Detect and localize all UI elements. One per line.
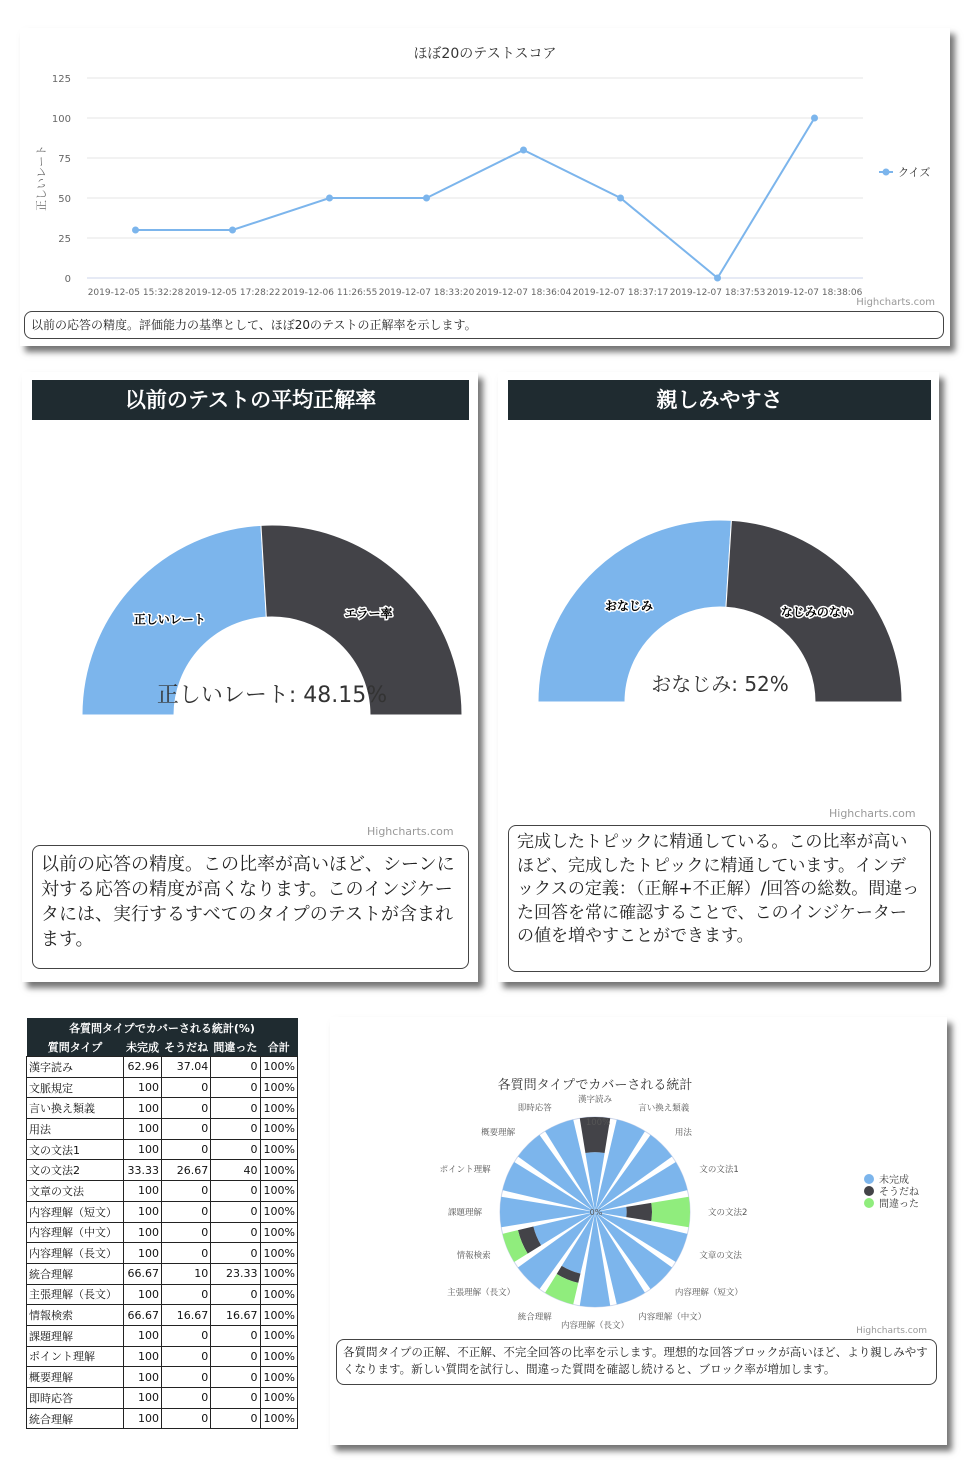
polar-description: 各質問タイプの正解、不正解、不完全回答の比率を示します。理想的な回答ブロックが高いほど、より親しみやすくなります。新しい質問を試行し、間違った質問を確認し続けると、ブロック率が増加します。 [336, 1339, 937, 1385]
legend-marker [864, 1174, 874, 1184]
table-row [27, 1263, 298, 1284]
y-tick-label: 100 [51, 114, 71, 125]
table-row [27, 1243, 298, 1264]
value-cell: 66.67 [124, 1263, 162, 1284]
value-cell: 0 [161, 1181, 210, 1202]
question-type-cell: 統合理解 [27, 1408, 124, 1429]
x-tick-label: 2019-12-06 11:26:55 [281, 288, 378, 298]
value-cell: 16.67 [211, 1305, 260, 1326]
gauge-right-credit[interactable]: Highcharts.com [829, 807, 916, 820]
value-cell: 62.96 [124, 1057, 162, 1078]
x-tick-label: 2019-12-07 18:37:53 [669, 288, 766, 298]
table-row [27, 1284, 298, 1305]
value-cell: 100% [260, 1325, 297, 1346]
polar-chart [330, 1017, 947, 1337]
polar-category-label: 内容理解（中文） [638, 1312, 707, 1323]
value-cell: 100% [260, 1119, 297, 1140]
y-tick-label: 125 [51, 74, 71, 85]
value-cell: 0 [161, 1201, 210, 1222]
value-cell: 0 [211, 1057, 260, 1078]
gauge-slice-label: 正しいレート [133, 612, 206, 627]
value-cell: 26.67 [161, 1160, 210, 1181]
question-type-cell: 文脈規定 [27, 1077, 124, 1098]
polar-category-label: 即時応答 [517, 1103, 552, 1114]
gauge-left-credit[interactable]: Highcharts.com [367, 825, 454, 838]
value-cell: 0 [211, 1346, 260, 1367]
value-cell: 100 [124, 1367, 162, 1388]
table-row [27, 1119, 298, 1140]
legend-label: そうだね [879, 1187, 919, 1198]
value-cell: 0 [211, 1325, 260, 1346]
value-cell: 0 [161, 1388, 210, 1409]
table-header-cell: そうだね [161, 1037, 210, 1057]
polar-category-label: 主張理解（長文） [447, 1287, 516, 1298]
value-cell: 100% [260, 1346, 297, 1367]
polar-tick-label: 0% [589, 1208, 603, 1217]
data-point [714, 275, 721, 282]
value-cell: 100% [260, 1098, 297, 1119]
value-cell: 100% [260, 1222, 297, 1243]
gauge-left-card [22, 372, 478, 982]
gauge-center-text: おなじみ: 52% [651, 672, 789, 696]
value-cell: 100% [260, 1305, 297, 1326]
gauge-left-chart [22, 422, 478, 842]
value-cell: 0 [211, 1284, 260, 1305]
value-cell: 100 [124, 1408, 162, 1429]
table-row [27, 1201, 298, 1222]
polar-chart-title: 各質問タイプでカバーされる統計 [497, 1078, 693, 1093]
table-row [27, 1367, 298, 1388]
legend-label: 間違った [879, 1199, 919, 1210]
value-cell: 0 [161, 1367, 210, 1388]
question-type-cell: 内容理解（長文） [27, 1243, 124, 1264]
question-type-cell: 内容理解（短文） [27, 1201, 124, 1222]
polar-bar-segment [651, 1197, 690, 1227]
value-cell: 0 [211, 1243, 260, 1264]
value-cell: 100% [260, 1388, 297, 1409]
stats-table [26, 1018, 298, 1429]
question-type-cell: 言い換え類義 [27, 1098, 124, 1119]
polar-bar-segment [626, 1203, 652, 1221]
x-tick-label: 2019-12-05 15:32:28 [87, 288, 184, 298]
y-tick-label: 25 [58, 234, 71, 245]
legend-label: 未完成 [879, 1175, 909, 1186]
value-cell: 100 [124, 1388, 162, 1409]
value-cell: 100% [260, 1263, 297, 1284]
value-cell: 100% [260, 1243, 297, 1264]
value-cell: 0 [211, 1119, 260, 1140]
value-cell: 100% [260, 1367, 297, 1388]
gauge-slice-label: なじみのない [780, 605, 853, 620]
question-type-cell: ポイント理解 [27, 1346, 124, 1367]
value-cell: 0 [161, 1098, 210, 1119]
value-cell: 100% [260, 1201, 297, 1222]
value-cell: 0 [211, 1181, 260, 1202]
table-row [27, 1077, 298, 1098]
legend-marker [883, 169, 890, 176]
value-cell: 0 [211, 1077, 260, 1098]
question-type-cell: 文の文法2 [27, 1160, 124, 1181]
value-cell: 0 [161, 1346, 210, 1367]
value-cell: 0 [161, 1284, 210, 1305]
x-tick-label: 2019-12-07 18:36:04 [475, 288, 572, 298]
value-cell: 100 [124, 1284, 162, 1305]
table-row [27, 1305, 298, 1326]
y-tick-label: 0 [64, 274, 71, 285]
table-header-cell: 間違った [211, 1037, 260, 1057]
question-type-cell: 統合理解 [27, 1263, 124, 1284]
question-type-cell: 文章の文法 [27, 1181, 124, 1202]
gauge-right-description: 完成したトピックに精通している。この比率が高いほど、完成したトピックに精通しています。インデックスの定義：（正解+不正解）/回答の総数。間違った回答を常に確認することで、このインジケーターの値を増やすことができます。 [508, 825, 931, 972]
data-point [617, 195, 624, 202]
value-cell: 33.33 [124, 1160, 162, 1181]
table-title: 各質問タイプでカバーされる統計(%) [27, 1018, 298, 1037]
value-cell: 100% [260, 1077, 297, 1098]
question-type-cell: 課題理解 [27, 1325, 124, 1346]
value-cell: 0 [211, 1222, 260, 1243]
value-cell: 100 [124, 1243, 162, 1264]
table-header-row [27, 1037, 298, 1057]
value-cell: 100 [124, 1181, 162, 1202]
value-cell: 100 [124, 1346, 162, 1367]
line-credit[interactable]: Highcharts.com [856, 297, 935, 308]
table-row [27, 1098, 298, 1119]
polar-category-label: 漢字読み [577, 1095, 613, 1105]
value-cell: 0 [161, 1408, 210, 1429]
polar-category-label: 統合理解 [517, 1312, 552, 1323]
gauge-right-card [498, 372, 939, 982]
value-cell: 100 [124, 1098, 162, 1119]
polar-category-label: 文章の文法 [699, 1251, 742, 1262]
table-row [27, 1408, 298, 1429]
data-point [229, 227, 236, 234]
value-cell: 0 [211, 1388, 260, 1409]
table-row [27, 1222, 298, 1243]
value-cell: 100% [260, 1160, 297, 1181]
data-point [132, 227, 139, 234]
table-header-cell: 合計 [260, 1037, 297, 1057]
gauge-center-text: 正しいレート: 48.15% [156, 683, 388, 708]
value-cell: 16.67 [161, 1305, 210, 1326]
value-cell: 100 [124, 1139, 162, 1160]
value-cell: 23.33 [211, 1263, 260, 1284]
polar-category-label: 言い換え類義 [638, 1103, 690, 1114]
line-chart [20, 28, 950, 318]
value-cell: 100 [124, 1077, 162, 1098]
value-cell: 100 [124, 1201, 162, 1222]
polar-category-label: 内容理解（短文） [674, 1287, 743, 1298]
gauge-left-header: 以前のテストの平均正解率 [32, 380, 469, 420]
x-tick-label: 2019-12-07 18:37:17 [572, 288, 669, 298]
polar-category-label: ポイント理解 [439, 1164, 491, 1175]
polar-category-label: 課題理解 [447, 1208, 482, 1218]
question-type-cell: 漢字読み [27, 1057, 124, 1078]
y-axis-label: 正しいレート [35, 145, 48, 211]
value-cell: 0 [211, 1408, 260, 1429]
data-point [520, 147, 527, 154]
data-point [811, 115, 818, 122]
value-cell: 100 [124, 1325, 162, 1346]
line-chart-title: ほぼ20のテストスコア [413, 46, 557, 62]
question-type-cell: 主張理解（長文） [27, 1284, 124, 1305]
value-cell: 37.04 [161, 1057, 210, 1078]
table-header-cell: 未完成 [124, 1037, 162, 1057]
table-row [27, 1325, 298, 1346]
value-cell: 0 [161, 1243, 210, 1264]
legend-label: クイズ [898, 166, 931, 179]
table-row [27, 1057, 298, 1078]
gauge-slice-label: おなじみ [605, 599, 654, 614]
x-tick-label: 2019-12-07 18:33:20 [378, 288, 475, 298]
value-cell: 0 [211, 1367, 260, 1388]
polar-category-label: 用法 [674, 1128, 692, 1139]
value-cell: 0 [161, 1325, 210, 1346]
y-tick-label: 50 [58, 194, 71, 205]
x-tick-label: 2019-12-05 17:28:22 [184, 288, 281, 298]
value-cell: 100% [260, 1057, 297, 1078]
value-cell: 100% [260, 1181, 297, 1202]
value-cell: 100% [260, 1284, 297, 1305]
line-chart-card [20, 28, 950, 346]
polar-chart-card [330, 1017, 947, 1445]
value-cell: 100% [260, 1408, 297, 1429]
value-cell: 0 [211, 1098, 260, 1119]
polar-category-label: 文の文法1 [699, 1164, 739, 1175]
value-cell: 0 [211, 1201, 260, 1222]
table-row [27, 1160, 298, 1181]
question-type-cell: 文の文法1 [27, 1139, 124, 1160]
question-type-cell: 内容理解（中文） [27, 1222, 124, 1243]
value-cell: 0 [161, 1222, 210, 1243]
polar-category-label: 情報検索 [456, 1251, 491, 1262]
line-description: 以前の応答の精度。評価能力の基準として、ほぼ20のテストの正解率を示します。 [24, 311, 944, 339]
value-cell: 66.67 [124, 1305, 162, 1326]
value-cell: 0 [211, 1139, 260, 1160]
value-cell: 0 [161, 1119, 210, 1140]
question-type-cell: 情報検索 [27, 1305, 124, 1326]
polar-category-label: 内容理解（長文） [560, 1321, 630, 1331]
x-tick-label: 2019-12-07 18:38:06 [766, 288, 863, 298]
question-type-cell: 用法 [27, 1119, 124, 1140]
data-point [423, 195, 430, 202]
value-cell: 0 [161, 1139, 210, 1160]
polar-category-label: 文の文法2 [708, 1208, 748, 1218]
polar-tick-label: 100% [585, 1118, 611, 1128]
data-point [326, 195, 333, 202]
table-row [27, 1346, 298, 1367]
gauge-right-header: 親しみやすさ [508, 380, 931, 420]
value-cell: 0 [161, 1077, 210, 1098]
legend-marker [864, 1186, 874, 1196]
question-type-cell: 概要理解 [27, 1367, 124, 1388]
table-row [27, 1139, 298, 1160]
legend-marker [864, 1198, 874, 1208]
value-cell: 100 [124, 1222, 162, 1243]
value-cell: 10 [161, 1263, 210, 1284]
table-header-cell: 質問タイプ [27, 1037, 124, 1057]
gauge-left-description: 以前の応答の精度。この比率が高いほど、シーンに対する応答の精度が高くなります。このインジケータには、実行するすべてのタイプのテストが含まれます。 [32, 845, 469, 969]
polar-credit[interactable]: Highcharts.com [856, 1326, 927, 1336]
value-cell: 40 [211, 1160, 260, 1181]
table-row [27, 1181, 298, 1202]
gauge-slice-label: エラー率 [344, 606, 393, 621]
polar-category-label: 概要理解 [481, 1128, 516, 1139]
gauge-right-chart [498, 422, 939, 842]
y-tick-label: 75 [58, 154, 71, 165]
value-cell: 100% [260, 1139, 297, 1160]
table-row [27, 1388, 298, 1409]
value-cell: 100 [124, 1119, 162, 1140]
question-type-cell: 即時応答 [27, 1388, 124, 1409]
